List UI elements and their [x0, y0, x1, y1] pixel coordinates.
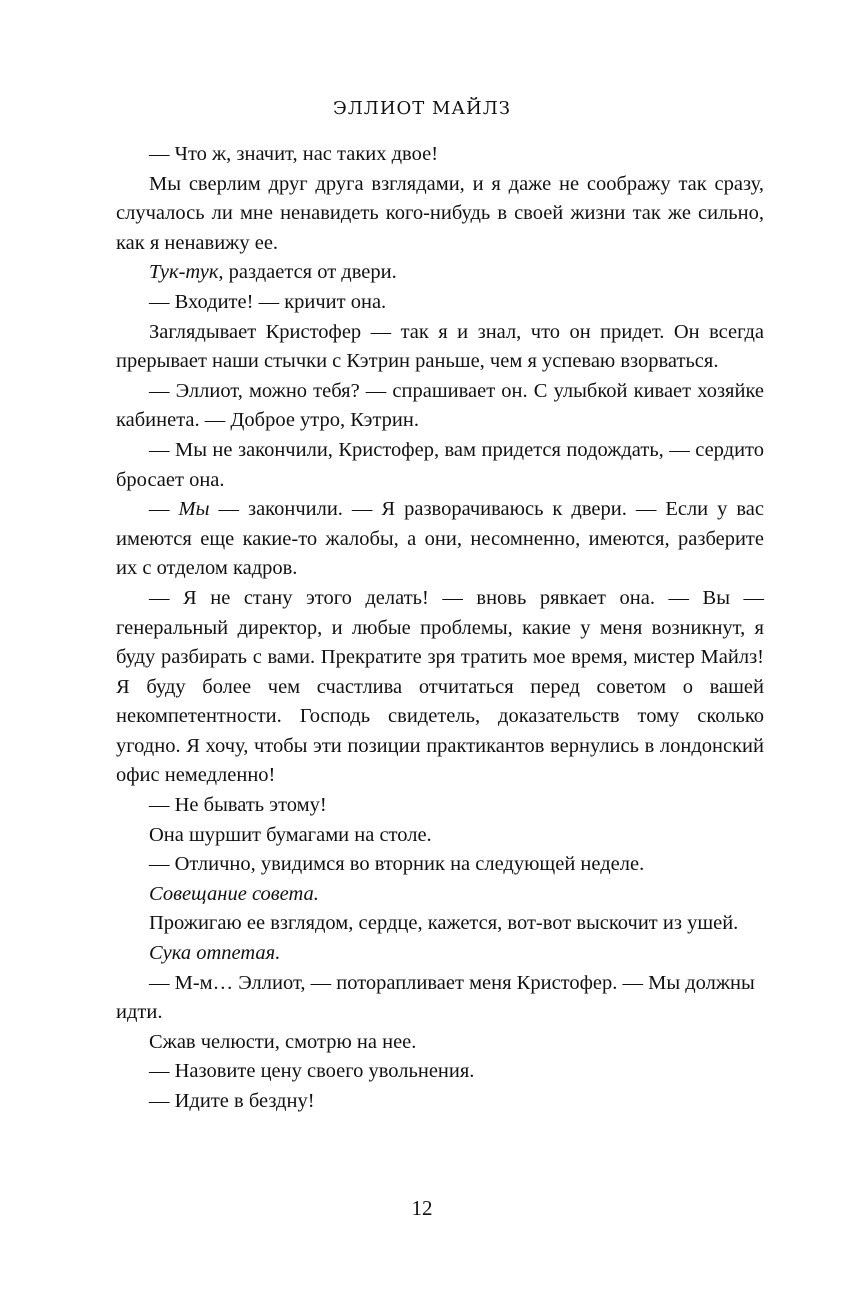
- paragraph-17: Сжав челюсти, смотрю на нее.: [149, 1030, 417, 1053]
- dash: —: [149, 498, 179, 521]
- paragraph-1: — Что ж, значит, нас таких двое!: [149, 143, 439, 165]
- italic-text: Совещание совета.: [149, 882, 319, 905]
- paragraph-text: , раздается от двери.: [218, 261, 397, 284]
- italic-text: Тук-тук: [149, 261, 219, 284]
- paragraph-18: — Назовите цену своего увольнения.: [149, 1060, 475, 1083]
- paragraph-15: [116, 939, 764, 969]
- paragraph-10: — Не бывать этому!: [149, 794, 327, 817]
- paragraph-16: — М-м… Эллиот, — поторапливает меня Кристофер. — Мы должны идти.: [116, 971, 755, 1024]
- paragraph-12: — Отлично, увидимся во вторник на следующей неделе.: [149, 853, 645, 876]
- paragraph-19: — Идите в бездну!: [149, 1090, 315, 1112]
- paragraph-text: — закончили. — Я разворачиваюсь к двери. — Если у вас имеются еще какие-то жалобы, а они, несомненно, имеются, разберите их с отделом кадров.: [116, 498, 765, 580]
- paragraph-13: [116, 880, 764, 910]
- page-number: 12: [411, 1196, 433, 1220]
- paragraph-8: [116, 495, 764, 584]
- paragraph-4: — Входите! — кричит она.: [149, 290, 387, 313]
- paragraph-3: [116, 258, 764, 288]
- page-body: [116, 140, 764, 1117]
- paragraph-2: Мы сверлим друг друга взглядами, и я даже не соображу так сразу, случалось ли мне ненавидеть кого-нибудь в своей жизни так же сильно, как я ненавижу ее.: [116, 172, 764, 254]
- paragraph-14: Прожигаю ее взглядом, сердце, кажется, вот-вот выскочит из ушей.: [149, 912, 739, 935]
- paragraph-11: Она шуршит бумагами на столе.: [149, 823, 432, 846]
- paragraph-7: — Мы не закончили, Кристофер, вам придется подождать, — сердито бросает она.: [116, 438, 764, 491]
- paragraph-6: — Эллиот, можно тебя? — спрашивает он. С улыбкой кивает хозяйке кабинета. — Доброе утро, Кэтрин.: [116, 379, 764, 432]
- italic-text: Сука отпетая.: [149, 942, 281, 965]
- running-header: ЭЛЛИОТ МАЙЛЗ: [333, 98, 511, 119]
- italic-text: Мы: [178, 498, 210, 521]
- paragraph-5: Заглядывает Кристофер — так я и знал, что он придет. Он всегда прерывает наши стычки с Кэтрин раньше, чем я успеваю взорваться.: [116, 320, 764, 373]
- paragraph-9: — Я не стану этого делать! — вновь рявкает она. — Вы — генеральный директор, и любые проблемы, какие у меня возникнут, я буду разбирать с вами. Прекратите зря тратить мое время, мистер Майлз! Я буду более чем счастлива отчитаться перед советом о вашей некомпетентности. Господь свидетель, доказательств тому сколько угодно. Я хочу, чтобы эти позиции практикантов вернулись в лондонский офис немедленно!: [116, 586, 764, 787]
